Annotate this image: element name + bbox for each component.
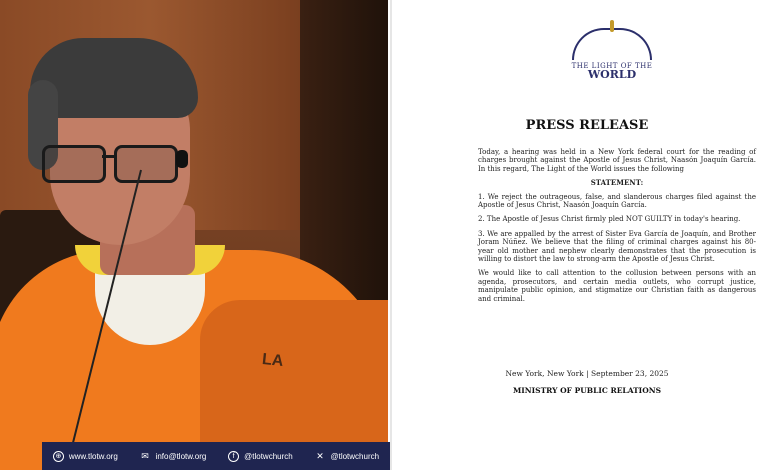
mail-icon: ✉ <box>141 450 149 461</box>
x-link[interactable] <box>314 451 379 462</box>
contact-bar <box>42 442 390 470</box>
intro-paragraph: Today, a hearing was held in a New York federal court for the reading of charges brought against the Apostle of Jesus Christ, Naasón Joaquín García. In this regard, The Light of the World issues the following <box>478 148 756 173</box>
defendant-photo <box>0 0 388 470</box>
x-icon: ✕ <box>316 450 324 461</box>
point-3: 3. We are appalled by the arrest of Sister Eva García de Joaquín, and Brother Joram Núñez. We believe that the filing of criminal charges against his 80-year old mother and nephew clearly demonstrates that the prosecution is willing to distort the law to strong-arm the Apostle of Jesus Christ. <box>478 229 756 264</box>
left-lens <box>42 145 106 183</box>
email-text: info@tlotw.org <box>155 451 207 461</box>
release-body <box>478 148 756 309</box>
website-text: www.tlotw.org <box>68 451 118 461</box>
point-1: 1. We reject the outrageous, false, and slanderous charges filed against the Apostle of Jesus Christ, Naasón Joaquín García. <box>478 192 756 210</box>
closing-paragraph: We would like to call attention to the collusion between persons with an agenda, prosecutors, and certain media outlets, who corrupt justice, manipulate public opinion, and stigmatize our Christian faith as dangerous and criminal. <box>478 269 756 303</box>
x-text: @tlotwchurch <box>330 451 380 461</box>
globe-icon: ⊕ <box>53 451 64 462</box>
flame-icon <box>610 20 614 32</box>
logo-line1: THE LIGHT OF THE <box>571 62 653 70</box>
glasses <box>42 145 178 181</box>
jumpsuit-label: LA <box>261 350 285 371</box>
email-link[interactable] <box>140 451 207 462</box>
signature: MINISTRY OF PUBLIC RELATIONS <box>512 386 661 395</box>
church-logo <box>570 22 654 92</box>
point-2: 2. The Apostle of Jesus Christ firmly pled NOT GUILTY in today's hearing. <box>478 215 741 224</box>
logo-line2: WORLD <box>587 68 637 81</box>
facebook-icon: f <box>228 451 239 462</box>
earpiece-icon <box>176 150 188 168</box>
facebook-link[interactable] <box>228 451 293 462</box>
logo-arc <box>572 28 652 60</box>
document-title: PRESS RELEASE <box>525 118 649 133</box>
press-release-document <box>390 0 780 470</box>
place-date: New York, New York | September 23, 2025 <box>505 369 669 378</box>
facebook-text: @tlotwchurch <box>244 451 293 461</box>
website-link[interactable] <box>53 451 118 462</box>
statement-heading: STATEMENT: <box>590 178 644 188</box>
right-lens <box>114 145 178 183</box>
